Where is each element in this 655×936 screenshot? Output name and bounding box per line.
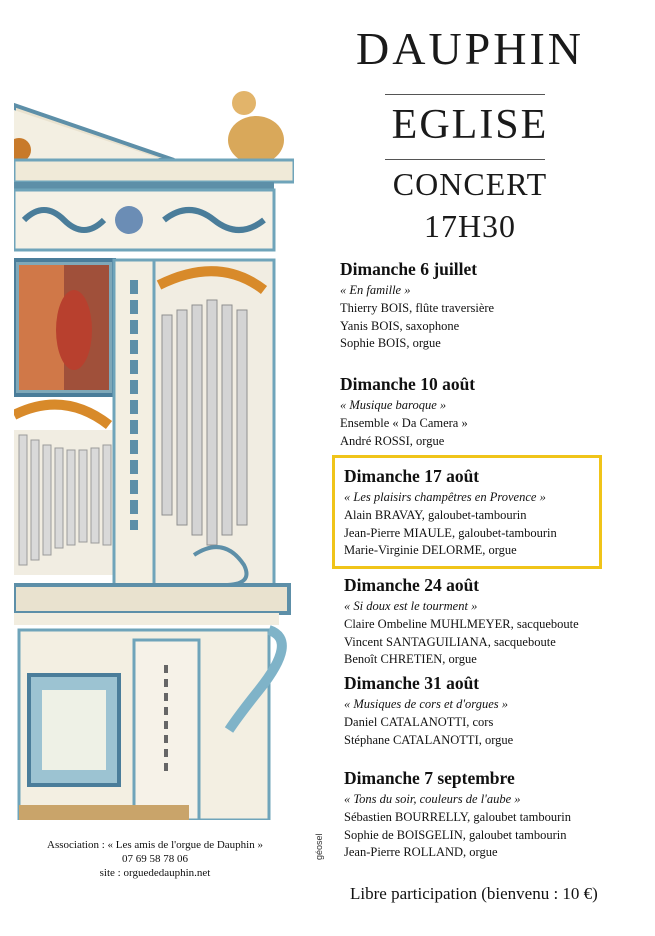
- concert-entry: [344, 673, 644, 749]
- concert-date: Dimanche 6 juillet: [340, 259, 478, 279]
- performer: Marie-Virginie DELORME, orgue: [344, 543, 517, 557]
- concert-theme: « Les plaisirs champêtres en Provence »: [344, 490, 546, 504]
- performer: Claire Ombeline MUHLMEYER, sacqueboute: [344, 617, 579, 631]
- printer-credit: géosel: [314, 833, 324, 860]
- performer: Jean-Pierre ROLLAND, orgue: [344, 845, 498, 859]
- organ-illustration: [14, 85, 294, 820]
- title-eglise: EGLISE: [391, 102, 549, 148]
- performer: Ensemble « Da Camera »: [340, 416, 468, 430]
- divider: [385, 159, 545, 160]
- association-name: Association : « Les amis de l'orgue de Dauphin »: [47, 839, 263, 851]
- concert-theme: « Musique baroque »: [340, 398, 447, 412]
- website-link[interactable]: site : orguededauphin.net: [99, 867, 211, 879]
- concert-entry: [340, 259, 640, 353]
- performer: Stéphane CATALANOTTI, orgue: [344, 732, 514, 747]
- performer: Yanis BOIS, saxophone: [340, 318, 460, 333]
- concert-entry: [344, 466, 644, 560]
- divider: [385, 94, 545, 95]
- concert-theme: « Si doux est le tourment »: [344, 599, 478, 613]
- title-dauphin: DAUPHIN: [356, 23, 584, 74]
- concert-theme: « Musiques de cors et d'orgues »: [344, 697, 508, 711]
- participation-note: Libre participation (bienvenu : 10 €): [350, 884, 598, 903]
- concert-date: Dimanche 10 août: [340, 374, 476, 394]
- concert-date: Dimanche 17 août: [344, 466, 480, 486]
- concert-entry: [344, 575, 644, 669]
- performer: Benoît CHRETIEN, orgue: [344, 652, 477, 666]
- concert-theme: « Tons du soir, couleurs de l'aube »: [344, 792, 521, 806]
- concert-date: Dimanche 7 septembre: [344, 768, 515, 788]
- performer: Sophie BOIS, orgue: [340, 336, 441, 350]
- concert-theme: « En famille »: [340, 283, 411, 297]
- performer: Sébastien BOURRELLY, galoubet tambourin: [344, 810, 571, 824]
- phone-number: 07 69 58 78 06: [122, 853, 188, 865]
- concert-date: Dimanche 31 août: [344, 673, 480, 693]
- performer: Vincent SANTAGUILIANA, sacqueboute: [344, 634, 556, 649]
- concert-entry: [340, 374, 640, 450]
- performer: Jean-Pierre MIAULE, galoubet-tambourin: [344, 525, 557, 540]
- title-time: 17H30: [423, 208, 517, 244]
- association-info: [20, 838, 290, 880]
- concert-date: Dimanche 24 août: [344, 575, 480, 595]
- performer: André ROSSI, orgue: [340, 433, 445, 448]
- title-concert: CONCERT: [392, 166, 548, 202]
- concert-entry: [344, 768, 644, 862]
- performer: Thierry BOIS, flûte traversière: [340, 301, 495, 315]
- performer: Alain BRAVAY, galoubet-tambourin: [344, 508, 527, 522]
- performer: Sophie de BOISGELIN, galoubet tambourin: [344, 827, 567, 842]
- performer: Daniel CATALANOTTI, cors: [344, 715, 494, 729]
